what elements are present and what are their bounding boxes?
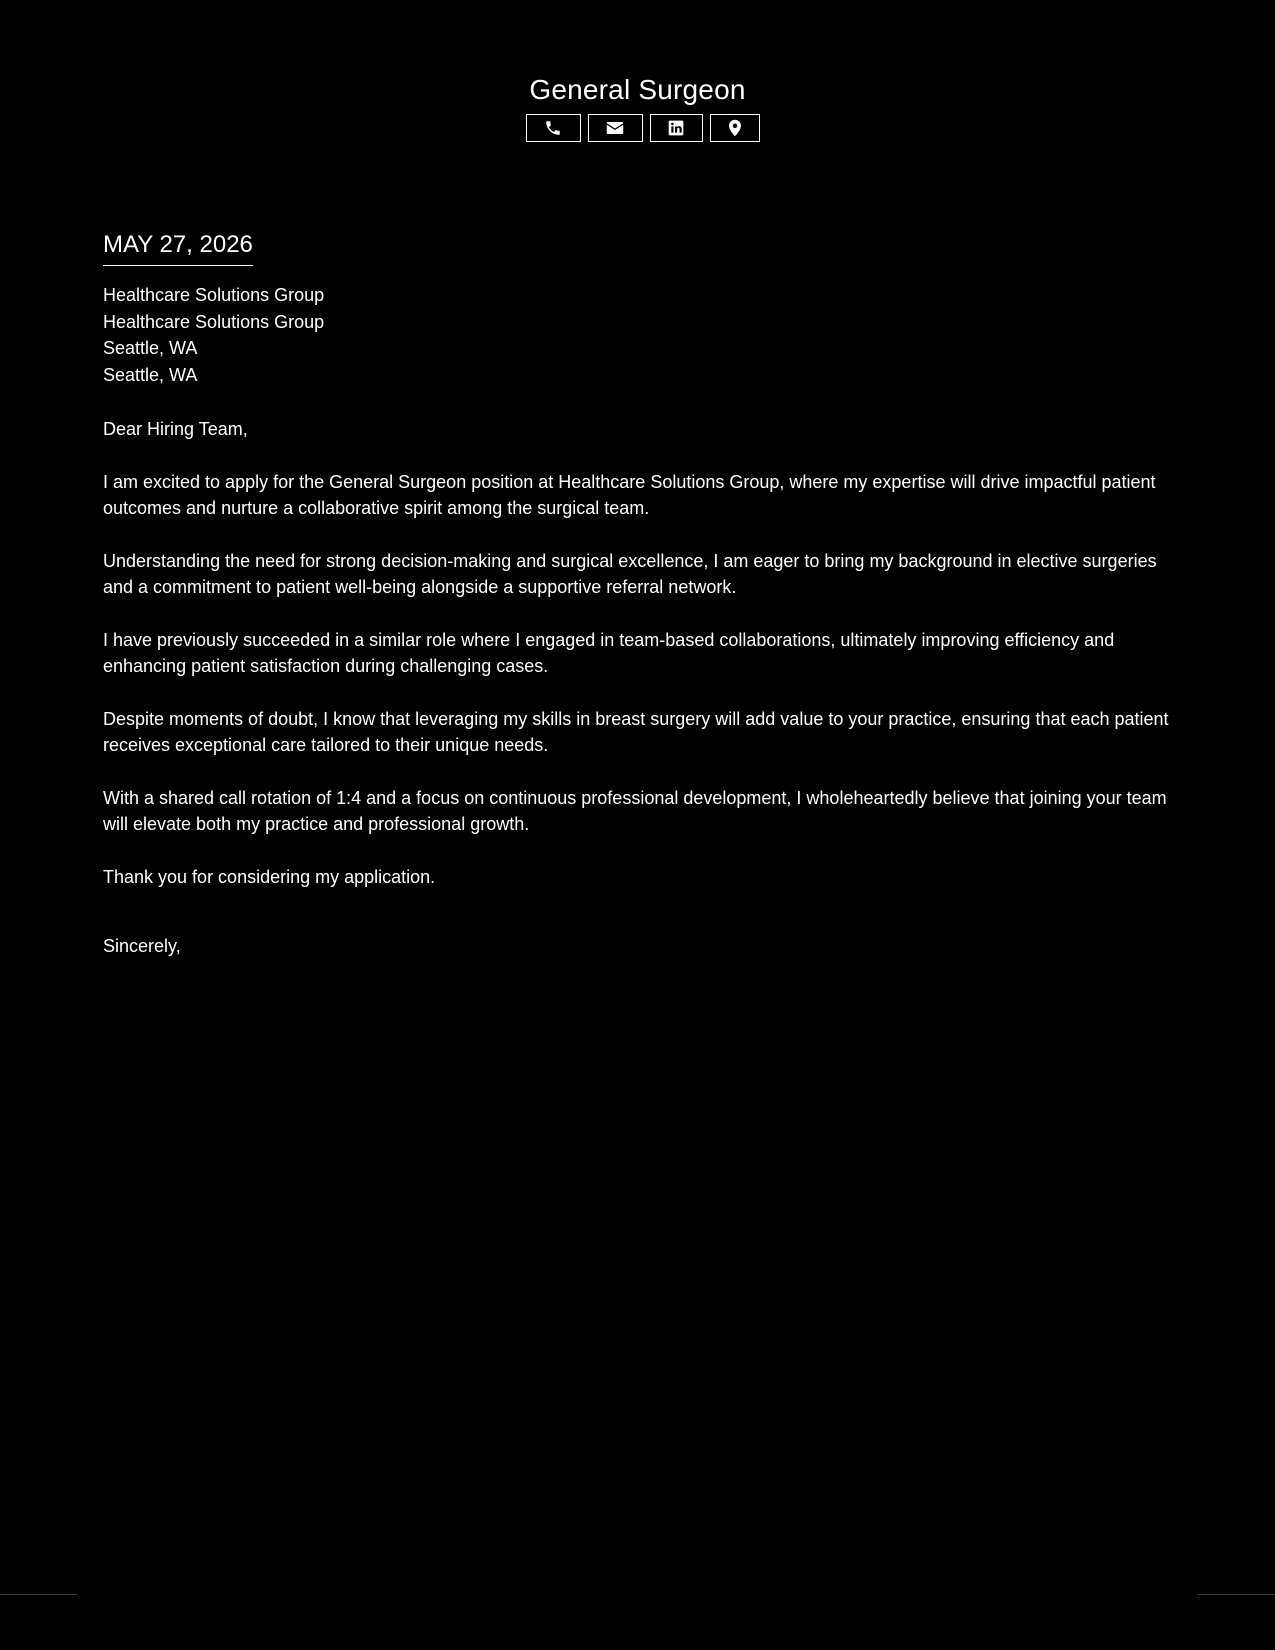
letter-body: [103, 228, 1183, 960]
contact-links: [0, 114, 1275, 142]
recipient-address: [103, 282, 1183, 388]
closing: Sincerely,: [103, 936, 181, 956]
job-title: General Surgeon: [529, 74, 746, 105]
recipient-line: Healthcare Solutions Group: [103, 285, 325, 305]
letter-header: [0, 70, 1275, 142]
footer-rule-left: [0, 1594, 77, 1595]
body-paragraph: I am excited to apply for the General Surgeon position at Healthcare Solutions Group, where my expertise will drive impactful patient outcomes and nurture a collaborative spirit among the surgical team.: [103, 471, 1156, 518]
location-pin-icon: [728, 119, 742, 137]
body-paragraph: With a shared call rotation of 1:4 and a focus on continuous professional development, I wholeheartedly believe that joining your team will elevate both my practice and professional growth.: [103, 787, 1167, 834]
phone-button[interactable]: [526, 114, 581, 142]
linkedin-button[interactable]: [650, 114, 703, 142]
body-paragraph: Thank you for considering my application.: [103, 866, 436, 887]
phone-icon: [544, 119, 562, 137]
salutation: Dear Hiring Team,: [103, 419, 248, 439]
body-paragraph: Despite moments of doubt, I know that leveraging my skills in breast surgery will add value to your practice, ensuring that each patient receives exceptional care tailored to their unique needs.: [103, 708, 1169, 755]
letter-date: MAY 27, 2026: [103, 228, 253, 266]
recipient-line: Seattle, WA: [103, 338, 198, 358]
linkedin-icon: [668, 120, 684, 136]
body-paragraph: I have previously succeeded in a similar role where I engaged in team-based collaborations, ultimately improving efficiency and enhancing patient satisfaction during challenging cases.: [103, 629, 1115, 676]
email-button[interactable]: [588, 114, 643, 142]
recipient-line: Seattle, WA: [103, 364, 198, 385]
recipient-line: Healthcare Solutions Group: [103, 311, 325, 332]
location-button[interactable]: [710, 114, 760, 142]
envelope-icon: [606, 121, 624, 135]
footer-rule-right: [1197, 1594, 1275, 1595]
body-paragraph: Understanding the need for strong decision-making and surgical excellence, I am eager to bring my background in elective surgeries and a commitment to patient well-being alongside a supportive referral network.: [103, 550, 1157, 597]
